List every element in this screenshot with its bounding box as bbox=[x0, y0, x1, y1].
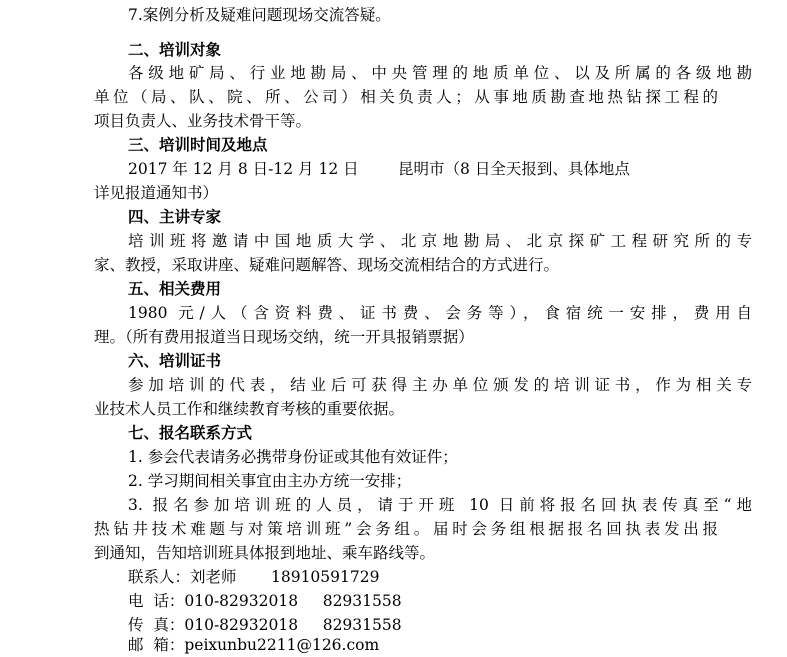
paragraph-line: 到通知，告知培训班具体报到地址、乘车路线等。 bbox=[94, 544, 436, 562]
list-item: 3. 报名参加培训班的人员，请于开班 10 日前将报名回执表传真至“地 bbox=[128, 496, 752, 514]
section-heading-3: 三、培训时间及地点 bbox=[128, 136, 268, 154]
paragraph-line: 理。（所有费用报道当日现场交纳，统一开具报销票据） bbox=[94, 328, 474, 346]
section-heading-6: 六、培训证书 bbox=[128, 352, 222, 370]
paragraph-line: 热钻井技术难题与对策培训班”会务组。届时会务组根据报名回执表发出报 bbox=[94, 520, 718, 538]
section-heading-4: 四、主讲专家 bbox=[128, 208, 222, 226]
list-item: 1. 参会代表请务必携带身份证或其他有效证件； bbox=[128, 448, 458, 466]
contact-phone: 电 话：010-82932018 82931558 bbox=[128, 592, 402, 610]
paragraph-line: 1980 元/人（含资料费、证书费、会务等），食宿统一安排，费用自 bbox=[128, 304, 752, 322]
paragraph-line: 2017 年 12 月 8 日-12 月 12 日 昆明市（8 日全天报到、具体地点 bbox=[128, 160, 630, 178]
paragraph-line: 项目负责人、业务技术骨干等。 bbox=[94, 112, 312, 130]
section-heading-2: 二、培训对象 bbox=[128, 41, 222, 59]
list-item-7: 7.案例分析及疑难问题现场交流答疑。 bbox=[128, 6, 391, 24]
paragraph-line: 业技术人员工作和继续教育考核的重要依据。 bbox=[94, 400, 405, 418]
paragraph-line: 家、教授，采取讲座、疑难问题解答、现场交流相结合的方式进行。 bbox=[94, 256, 560, 274]
contact-fax: 传 真：010-82932018 82931558 bbox=[128, 616, 402, 634]
paragraph-line: 参加培训的代表，结业后可获得主办单位颁发的培训证书，作为相关专 bbox=[128, 376, 752, 394]
paragraph-line: 单位（局、队、院、所、公司）相关负责人；从事地质勘查地热钻探工程的 bbox=[94, 88, 718, 106]
section-heading-7: 七、报名联系方式 bbox=[128, 424, 253, 442]
contact-email: 邮 箱：peixunbu2211@126.com bbox=[128, 636, 380, 654]
paragraph-line: 培训班将邀请中国地质大学、北京地勘局、北京探矿工程研究所的专 bbox=[128, 232, 752, 250]
list-item: 2. 学习期间相关事宜由主办方统一安排； bbox=[128, 472, 412, 490]
paragraph-line: 各级地矿局、行业地勘局、中央管理的地质单位、以及所属的各级地勘 bbox=[128, 64, 752, 82]
contact-person: 联系人：刘老师 18910591729 bbox=[128, 568, 380, 586]
paragraph-line: 详见报道通知书） bbox=[94, 184, 219, 202]
section-heading-5: 五、相关费用 bbox=[128, 280, 222, 298]
